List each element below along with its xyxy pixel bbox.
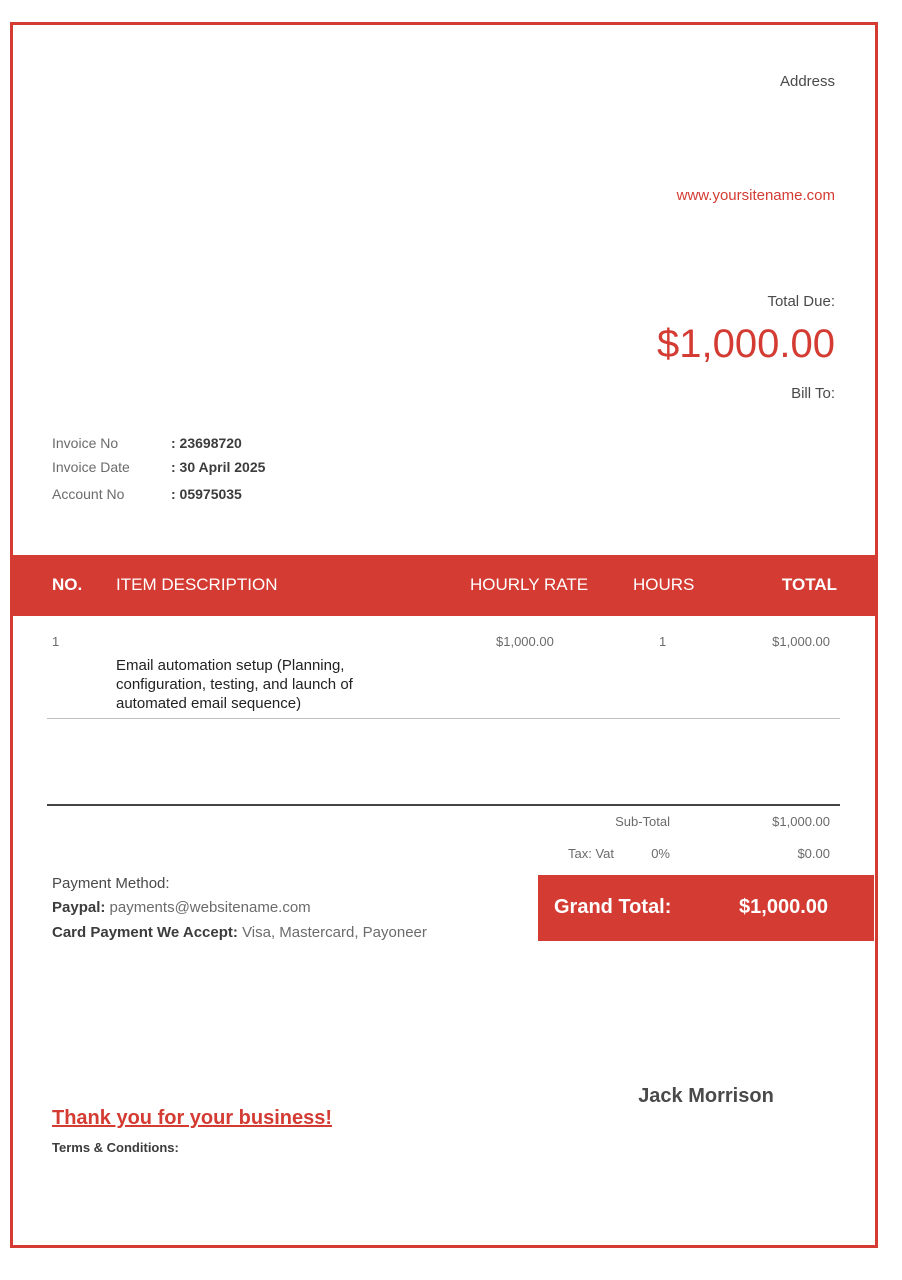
card-payment-label: Card Payment We Accept:: [52, 924, 238, 941]
account-no-label: Account No: [52, 486, 125, 502]
signature-name: Jack Morrison: [638, 1085, 774, 1107]
invoice-no-label: Invoice No: [52, 435, 119, 451]
bill-to-label: Bill To:: [791, 385, 835, 402]
paypal-email[interactable]: payments@websitename.com: [109, 899, 311, 916]
account-no-value: : 05975035: [171, 486, 242, 502]
header-hourly-rate: HOURLY RATE: [470, 575, 589, 594]
invoice-date-value: : 30 April 2025: [171, 459, 266, 475]
header-item-description: ITEM DESCRIPTION: [116, 575, 278, 594]
tax-label: Tax: Vat: [568, 846, 615, 861]
card-payment-line: [52, 924, 427, 941]
header-no: NO.: [52, 575, 83, 594]
card-payment-value: Visa, Mastercard, Payoneer: [242, 924, 427, 941]
row-no: 1: [52, 634, 60, 649]
tax-value: $0.00: [797, 846, 830, 861]
header-hours: HOURS: [633, 575, 695, 594]
row-total: $1,000.00: [772, 634, 830, 649]
total-due-amount: $1,000.00: [657, 322, 835, 366]
table-bottom-rule: [47, 804, 840, 806]
row-divider: [47, 718, 840, 719]
paypal-label: Paypal:: [52, 899, 106, 916]
tax-rate: 0%: [651, 846, 670, 861]
row-rate: $1,000.00: [496, 634, 554, 649]
invoice-no-value: : 23698720: [171, 435, 242, 451]
terms-label: Terms & Conditions:: [52, 1140, 179, 1155]
row-description: Email automation setup (Planning, configuration, testing, and launch of automated email sequence): [116, 657, 353, 712]
payment-method-label: Payment Method:: [52, 875, 170, 892]
subtotal-value: $1,000.00: [772, 814, 830, 829]
subtotal-label: Sub-Total: [615, 814, 670, 829]
invoice-date-label: Invoice Date: [52, 459, 130, 475]
thank-you-message: Thank you for your business!: [52, 1107, 333, 1129]
header-total: TOTAL: [781, 575, 837, 594]
total-due-label: Total Due:: [767, 293, 835, 310]
grand-total-label: Grand Total:: [554, 896, 672, 918]
grand-total-value: $1,000.00: [739, 896, 828, 918]
row-hours: 1: [659, 634, 667, 649]
company-website[interactable]: www.yoursitename.com: [676, 187, 835, 204]
company-address: Address: [779, 73, 835, 90]
paypal-line: [52, 899, 311, 916]
